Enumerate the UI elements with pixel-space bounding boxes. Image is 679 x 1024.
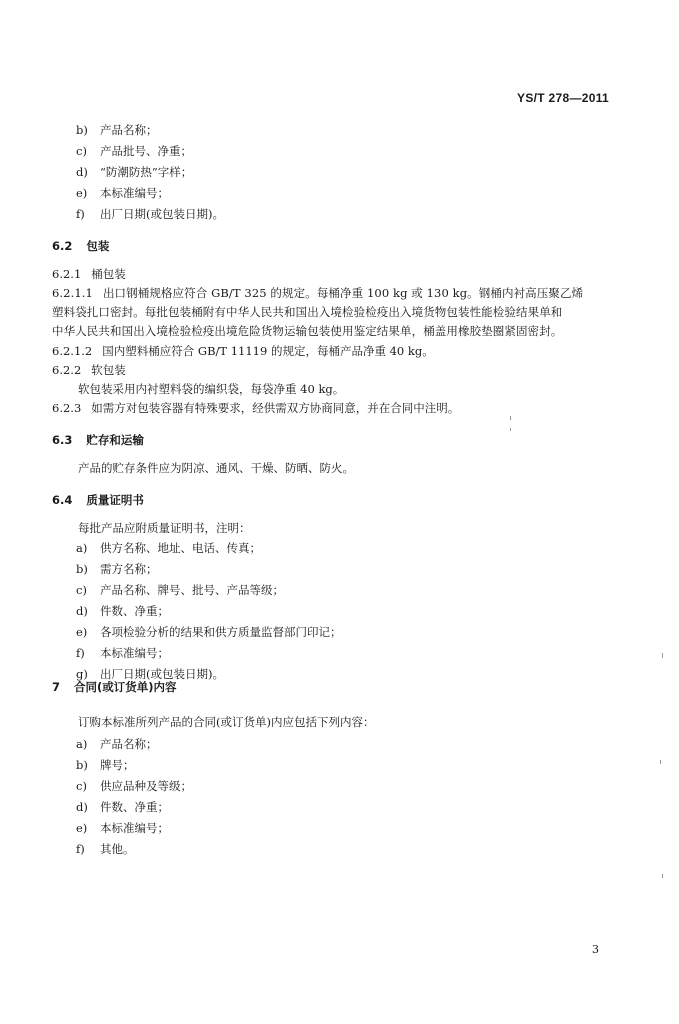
section-number: 6.3 — [52, 433, 73, 447]
list-item — [76, 603, 619, 619]
section-title: 合同(或订货单)内容 — [74, 680, 177, 694]
list-item — [76, 757, 619, 773]
clause-title: 软包装 — [91, 363, 126, 377]
list-item — [76, 206, 619, 222]
clause-6-2-3 — [52, 400, 619, 416]
list-text: 供应品种及等级； — [100, 779, 192, 793]
list-item — [76, 143, 619, 159]
section-number: 6.4 — [52, 493, 73, 507]
section-heading-6-4 — [52, 492, 619, 508]
list-item — [76, 561, 619, 577]
clause-number: 6.2.2 — [52, 363, 82, 377]
list-text: 产品批号、净重； — [100, 144, 192, 158]
section-6-3-text: 产品的贮存条件应为阴凉、通风、干燥、防晒、防火。 — [78, 461, 354, 475]
subsection-heading-6-2-1 — [52, 266, 619, 282]
list-marker: d) — [76, 165, 88, 179]
clause-number: 6.2.1.1 — [52, 286, 93, 300]
list-item — [76, 799, 619, 815]
scan-speck — [662, 653, 663, 658]
clause-text: 国内塑料桶应符合 GB/T 11119 的规定，每桶产品净重 40 kg。 — [102, 344, 434, 358]
section-title: 贮存和运输 — [86, 433, 144, 447]
list-marker: d) — [76, 800, 88, 814]
list-marker: e) — [76, 625, 88, 639]
subsection-heading-6-2-2 — [52, 362, 619, 378]
list-marker: f) — [76, 646, 85, 660]
list-text: 供方名称、地址、电话、传真； — [100, 541, 261, 555]
list-marker: e) — [76, 186, 88, 200]
clause-number: 6.2.1.2 — [52, 344, 93, 358]
section-title: 质量证明书 — [86, 493, 144, 507]
list-marker: b) — [76, 758, 88, 772]
section-heading-6-3 — [52, 432, 619, 448]
list-marker: a) — [76, 737, 88, 751]
standard-code: YS/T 278—2011 — [517, 91, 609, 105]
list-marker: c) — [76, 583, 87, 597]
list-item — [76, 624, 619, 640]
page-number: 3 — [592, 943, 599, 956]
clause-number: 6.2.1 — [52, 267, 82, 281]
list-item — [76, 122, 619, 138]
list-item — [76, 841, 619, 857]
list-text: 牌号； — [100, 758, 135, 772]
list-text: 各项检验分析的结果和供方质量监督部门印记； — [100, 625, 342, 639]
list-marker: b) — [76, 123, 88, 137]
list-text: 需方名称； — [100, 562, 158, 576]
list-text: 本标准编号； — [100, 186, 169, 200]
clause-text: 出口钢桶规格应符合 GB/T 325 的规定。每桶净重 100 kg 或 130 kg。钢桶内衬高压聚乙烯 — [102, 286, 584, 300]
section-title: 包装 — [86, 239, 110, 253]
list-item — [76, 164, 619, 180]
list-item — [76, 540, 619, 556]
section-heading-7 — [52, 679, 619, 695]
list-marker: g) — [76, 667, 88, 681]
list-text: 产品名称； — [100, 737, 158, 751]
clause-6-2-2-text: 软包装采用内衬塑料袋的编织袋，每袋净重 40 kg。 — [78, 382, 345, 396]
scan-speck — [510, 428, 511, 431]
scan-speck — [660, 760, 661, 764]
list-text: “防潮防热”字样； — [100, 165, 193, 179]
list-marker: d) — [76, 604, 88, 618]
list-text: 产品名称； — [100, 123, 158, 137]
list-text: 其他。 — [100, 842, 135, 856]
list-marker: e) — [76, 821, 88, 835]
list-item — [76, 736, 619, 752]
list-text: 件数、净重； — [100, 800, 169, 814]
clause-number: 6.2.3 — [52, 401, 82, 415]
list-text: 产品名称、牌号、批号、产品等级； — [100, 583, 284, 597]
section-heading-6-2 — [52, 238, 619, 254]
list-text: 出厂日期(或包装日期)。 — [100, 667, 224, 681]
section-6-4-intro: 每批产品应附质量证明书，注明： — [78, 521, 251, 535]
list-item — [76, 582, 619, 598]
list-text: 件数、净重； — [100, 604, 169, 618]
list-marker: b) — [76, 562, 88, 576]
clause-title: 桶包装 — [91, 267, 126, 281]
list-marker: f) — [76, 842, 85, 856]
clause-6-2-1-1-line — [52, 285, 619, 301]
list-item — [76, 645, 619, 661]
list-marker: f) — [76, 207, 85, 221]
clause-6-2-1-1-line: 塑料袋扎口密封。每批包装桶附有中华人民共和国出入境检验检疫出入境货物包装性能检验结果单和 — [52, 305, 563, 319]
list-item — [76, 778, 619, 794]
scan-speck — [662, 874, 663, 878]
list-text: 本标准编号； — [100, 646, 169, 660]
section-7-intro: 订购本标准所列产品的合同(或订货单)内应包括下列内容： — [78, 715, 375, 729]
scan-speck — [510, 416, 511, 420]
list-item — [76, 820, 619, 836]
list-marker: c) — [76, 144, 87, 158]
list-marker: a) — [76, 541, 88, 555]
list-item — [76, 185, 619, 201]
list-marker: c) — [76, 779, 87, 793]
section-number: 6.2 — [52, 239, 73, 253]
clause-6-2-1-1-line: 中华人民共和国出入境检验检疫出境危险货物运输包装使用鉴定结果单，桶盖用橡胶垫圈紧固密封。 — [52, 324, 563, 338]
section-number: 7 — [52, 680, 61, 694]
list-text: 本标准编号； — [100, 821, 169, 835]
list-text: 出厂日期(或包装日期)。 — [100, 207, 224, 221]
clause-text: 如需方对包装容器有特殊要求，经供需双方协商同意，并在合同中注明。 — [91, 401, 460, 415]
clause-6-2-1-2 — [52, 343, 619, 359]
